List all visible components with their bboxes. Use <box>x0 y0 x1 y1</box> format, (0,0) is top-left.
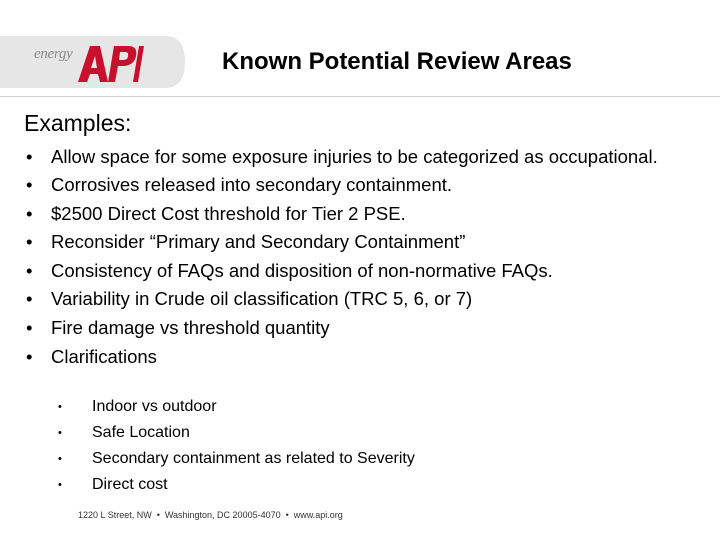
list-item: • Variability in Crude oil classification (TRC 5, 6, or 7) <box>24 285 684 314</box>
footer-separator: • <box>156 510 160 520</box>
logo-energy-text: energy <box>34 46 73 62</box>
bullet-icon: • <box>26 345 33 367</box>
bullet-icon: • <box>58 479 62 491</box>
footer-address: 1220 L Street, NW <box>78 510 152 520</box>
bullet-icon: • <box>26 146 33 167</box>
list-item: • Corrosives released into secondary containment. <box>24 171 684 200</box>
sub-list-item: • Secondary containment as related to Severity <box>56 446 415 472</box>
bullet-icon: • <box>26 231 33 253</box>
footer-city: Washington, DC 20005-4070 <box>164 510 281 520</box>
list-item: • Fire damage vs threshold quantity <box>24 314 684 343</box>
list-item: • Consistency of FAQs and disposition of non-normative FAQs. <box>24 257 684 286</box>
examples-heading: Examples: <box>24 110 132 136</box>
footer-website: www.api.org <box>293 510 343 520</box>
header-divider <box>0 96 720 97</box>
api-logo <box>78 44 144 82</box>
footer <box>78 510 343 520</box>
sub-list-item: • Direct cost <box>56 472 415 498</box>
bullet-icon: • <box>26 174 33 195</box>
list-item: • $2500 Direct Cost threshold for Tier 2 PSE. <box>24 200 684 229</box>
examples-list <box>24 143 684 371</box>
bullet-icon: • <box>26 202 33 224</box>
sub-list-item: • Indoor vs outdoor <box>56 394 415 420</box>
sub-list-item: • Safe Location <box>56 420 415 446</box>
clarifications-list <box>56 394 415 498</box>
list-item: • Reconsider “Primary and Secondary Containment” <box>24 228 684 257</box>
bullet-icon: • <box>26 288 33 310</box>
bullet-icon: • <box>58 453 62 465</box>
bullet-icon: • <box>58 401 62 413</box>
list-item: • Allow space for some exposure injuries to be categorized as occupational. <box>24 143 684 171</box>
list-item: • Clarifications <box>24 343 684 372</box>
page-title: Known Potential Review Areas <box>222 48 572 75</box>
bullet-icon: • <box>26 316 33 338</box>
footer-separator: • <box>285 510 289 520</box>
bullet-icon: • <box>58 427 62 439</box>
bullet-icon: • <box>26 259 33 281</box>
